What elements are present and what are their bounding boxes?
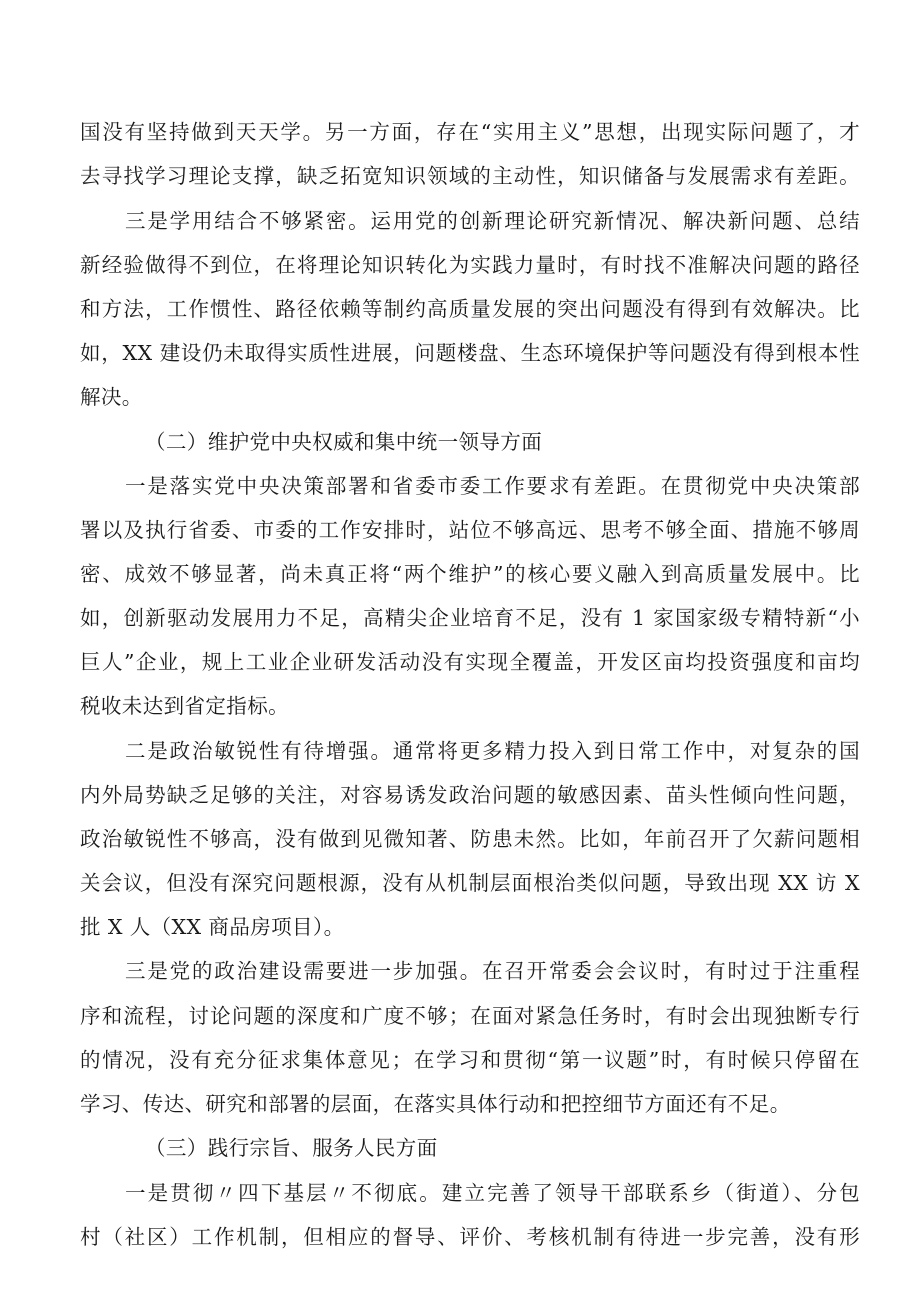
paragraph-line: 解决。 xyxy=(80,385,143,409)
section-heading: （二）维护党中央权威和集中统一领导方面 xyxy=(145,430,543,454)
section-heading: （三）践行宗旨、服务人民方面 xyxy=(145,1136,438,1160)
paragraph-line: 国没有坚持做到天天学。另一方面，存在“实用主义”思想，出现实际问题了，才 xyxy=(80,120,860,144)
paragraph-line: 序和流程，讨论问题的深度和广度不够；在面对紧急任务时，有时会出现独断专行 xyxy=(80,1004,860,1028)
paragraph-line: 村（社区）工作机制，但相应的督导、评价、考核机制有待进一步完善，没有形 xyxy=(80,1225,860,1249)
paragraph-line: 三是党的政治建设需要进一步加强。在召开常委会会议时，有时过于注重程 xyxy=(125,959,860,983)
paragraph-line: 新经验做得不到位，在将理论知识转化为实践力量时，有时找不准解决问题的路径 xyxy=(80,253,860,277)
paragraph-line: 的情况，没有充分征求集体意见；在学习和贯彻“第一议题”时，有时候只停留在 xyxy=(80,1048,860,1072)
paragraph-line: 学习、传达、研究和部署的层面，在落实具体行动和把控细节方面还有不足。 xyxy=(80,1092,791,1116)
paragraph-line: 署以及执行省委、市委的工作安排时，站位不够高远、思考不够全面、措施不够周 xyxy=(80,518,860,542)
paragraph-line: 关会议，但没有深究问题根源，没有从机制层面根治类似问题，导致出现 XX 访 X xyxy=(80,871,860,895)
paragraph-line: 批 X 人（XX 商品房项目）。 xyxy=(80,915,345,939)
paragraph-line: 一是落实党中央决策部署和省委市委工作要求有差距。在贯彻党中央决策部 xyxy=(125,474,860,498)
paragraph-line: 政治敏锐性不够高，没有做到见微知著、防患未然。比如，年前召开了欠薪问题相 xyxy=(80,827,860,851)
paragraph-line: 密、成效不够显著，尚未真正将“两个维护”的核心要义融入到高质量发展中。比 xyxy=(80,562,860,586)
paragraph-line: 巨人”企业，规上工业企业研发活动没有实现全覆盖，开发区亩均投资强度和亩均 xyxy=(80,650,860,674)
paragraph-line: 三是学用结合不够紧密。运用党的创新理论研究新情况、解决新问题、总结 xyxy=(125,209,860,233)
paragraph-line: 如，XX 建设仍未取得实质性进展，问题楼盘、生态环境保护等问题没有得到根本性 xyxy=(80,341,860,365)
paragraph-line: 二是政治敏锐性有待增强。通常将更多精力投入到日常工作中，对复杂的国 xyxy=(125,739,860,763)
paragraph-line: 税收未达到省定指标。 xyxy=(80,694,289,718)
paragraph-line: 和方法，工作惯性、路径依赖等制约高质量发展的突出问题没有得到有效解决。比 xyxy=(80,297,860,321)
paragraph-line: 如，创新驱动发展用力不足，高精尖企业培育不足，没有 1 家国家级专精特新“小 xyxy=(80,606,860,630)
paragraph-line: 去寻找学习理论支撑，缺乏拓宽知识领域的主动性，知识储备与发展需求有差距。 xyxy=(80,164,860,188)
paragraph-line: 内外局势缺乏足够的关注，对容易诱发政治问题的敏感因素、苗头性倾向性问题， xyxy=(80,783,860,807)
paragraph-line: 一是贯彻〃四下基层〃不彻底。建立完善了领导干部联系乡（街道）、分包 xyxy=(125,1181,860,1205)
